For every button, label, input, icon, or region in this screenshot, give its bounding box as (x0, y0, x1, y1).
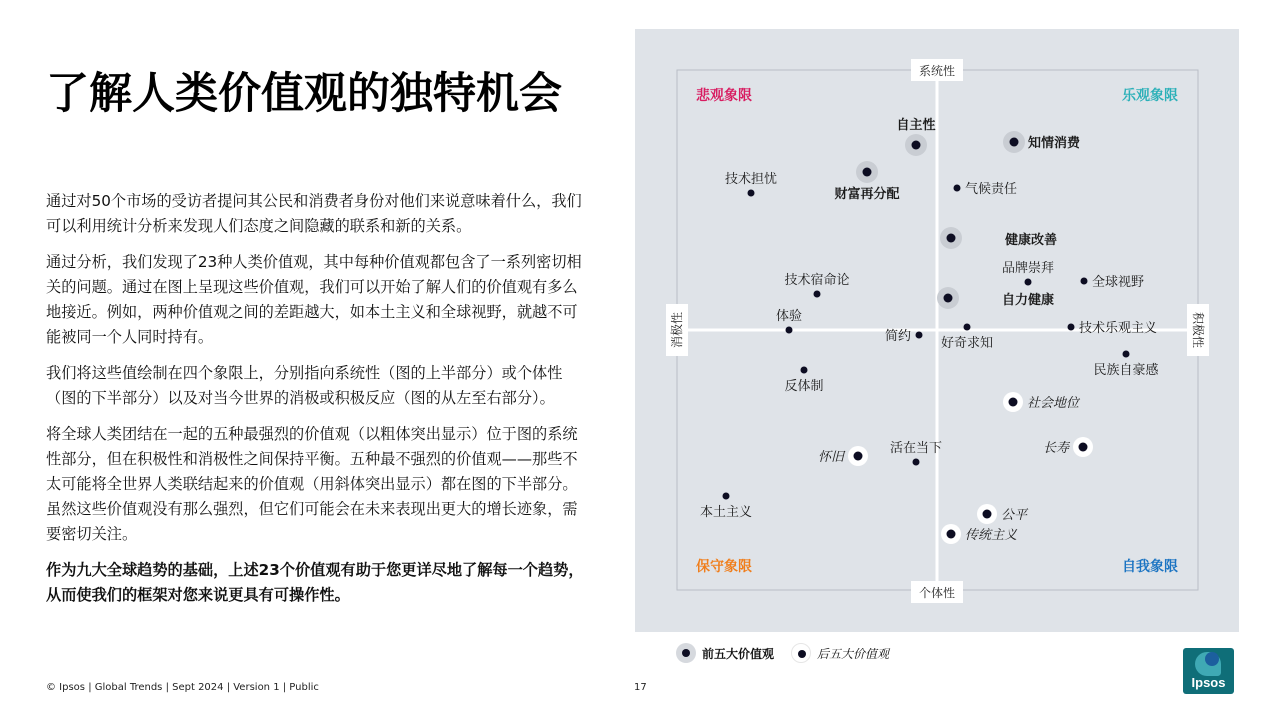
value-label: 好奇求知 (940, 336, 994, 351)
value-label: 品牌崇拜 (1001, 261, 1055, 276)
value-dot (1068, 324, 1075, 331)
value-dot (964, 324, 971, 331)
value-label: 公平 (1001, 508, 1028, 523)
value-point-22 (700, 493, 752, 521)
value-point-4 (937, 287, 1054, 309)
value-point-3 (940, 227, 1057, 249)
value-label: 怀旧 (817, 450, 844, 465)
value-label: 健康改善 (1005, 233, 1058, 248)
value-label: 社会地位 (1027, 396, 1080, 411)
value-label: 自主性 (896, 118, 936, 133)
value-dot (863, 168, 872, 177)
footer: © Ipsos | Global Trends | Sept 2024 | Version 1 | Public (46, 682, 319, 693)
value-point-11 (954, 181, 1018, 197)
value-label: 民族自豪感 (1093, 363, 1159, 378)
value-dot (786, 327, 793, 334)
value-label: 活在当下 (889, 441, 943, 456)
value-dot (947, 530, 956, 539)
value-label: 反体制 (784, 379, 824, 394)
value-dot (913, 459, 920, 466)
value-dot (1025, 279, 1032, 286)
value-point-17 (941, 324, 993, 352)
value-dot (983, 510, 992, 519)
legend-item-bottom (791, 643, 889, 663)
value-point-8 (977, 504, 1029, 524)
body-text (46, 189, 584, 619)
value-point-0 (896, 117, 935, 156)
value-point-5 (1003, 392, 1081, 412)
legend-bottom-marker-icon (791, 643, 811, 663)
value-point-21 (890, 440, 942, 466)
logo-text: Ipsos (1191, 675, 1226, 690)
value-dot (954, 185, 961, 192)
value-dot (748, 190, 755, 197)
value-point-2 (834, 161, 899, 202)
value-label: 长寿 (1042, 441, 1069, 456)
value-dot (916, 332, 923, 339)
value-dot (1010, 138, 1019, 147)
ipsos-logo (1183, 648, 1234, 694)
quadrant-label-optimistic: 乐观象限 (1122, 88, 1178, 104)
axis-label-top: 系统性 (918, 64, 956, 78)
quadrant-label-self: 自我象限 (1122, 559, 1178, 575)
value-dot (801, 367, 808, 374)
legend-item-top (676, 643, 774, 663)
value-point-20 (784, 367, 823, 395)
value-label: 技术担忧 (724, 172, 778, 187)
value-label: 传统主义 (965, 528, 1018, 543)
quadrant-label-pessimistic: 悲观象限 (696, 88, 752, 104)
value-point-6 (1043, 437, 1093, 457)
logo-circle-icon (1205, 652, 1219, 666)
value-point-14 (784, 272, 849, 298)
value-label: 自力健康 (1002, 293, 1055, 308)
value-dot (723, 493, 730, 500)
paragraph-4: 将全球人类团结在一起的五种最强烈的价值观（以粗体突出显示）位于图的系统性部分，但在积极性和消极性之间保持平衡。五种最不强烈的价值观——那些不太可能将全世界人类联结起来的价值观（用斜体突出显示）都在图的下半部分。虽然这些价值观没有那么强烈，但它们可能会在未来表现出更大的增长迹象，需要密切关注。 (46, 425, 578, 543)
value-dot (1123, 351, 1130, 358)
page-number: 17 (634, 682, 647, 693)
values-map (635, 29, 1239, 632)
paragraph-2: 通过分析，我们发现了23种人类价值观，其中每种价值观都包含了一系列密切相关的问题。通过在图上呈现这些价值观，我们可以开始了解人们的价值观有多么地接近。例如，两种价值观之间的差距越大，如本土主义和全球视野，就越不可能被同一个人同时持有。 (46, 253, 582, 346)
value-point-19 (1093, 351, 1158, 379)
axis-label-bottom: 个体性 (918, 586, 956, 600)
axis-label-right: 积极性 (1191, 311, 1205, 349)
paragraph-1: 通过对50个市场的受访者提问其公民和消费者身份对他们来说意味着什么，我们可以利用统计分析来发现人们态度之间隐藏的联系和新的关系。 (46, 192, 582, 235)
legend-top-label: 前五大价值观 (702, 646, 775, 661)
value-dot (1009, 398, 1018, 407)
value-dot (912, 141, 921, 150)
legend-bottom-label: 后五大价值观 (817, 646, 890, 661)
value-label: 简约 (884, 329, 911, 344)
value-point-12 (1002, 260, 1054, 286)
values-map-panel (635, 29, 1239, 632)
value-dot (814, 291, 821, 298)
value-point-10 (725, 171, 777, 197)
value-label: 财富再分配 (834, 187, 900, 202)
value-dot (1081, 278, 1088, 285)
value-label: 知情消费 (1028, 136, 1081, 151)
value-point-9 (941, 524, 1018, 544)
value-label: 技术乐观主义 (1079, 321, 1158, 336)
value-point-7 (818, 446, 868, 466)
value-label: 气候责任 (965, 182, 1018, 197)
value-dot (854, 452, 863, 461)
page-title: 了解人类价值观的独特机会 (46, 69, 562, 119)
value-dot (1079, 443, 1088, 452)
value-label: 体验 (775, 309, 803, 324)
value-dot (947, 234, 956, 243)
value-dot (944, 294, 953, 303)
value-point-18 (1068, 320, 1158, 336)
legend-top-marker-icon (676, 643, 696, 663)
quadrant-label-conservative: 保守象限 (696, 559, 752, 575)
value-label: 本土主义 (699, 505, 753, 520)
value-label: 技术宿命论 (784, 273, 850, 288)
value-point-1 (1003, 131, 1081, 153)
value-point-13 (1081, 274, 1145, 290)
paragraph-3: 我们将这些值绘制在四个象限上，分别指向系统性（图的上半部分）或个体性（图的下半部分）以及对当今世界的消极或积极反应（图的从左至右部分）。 (46, 364, 563, 407)
paragraph-5-bold: 作为九大全球趋势的基础，上述23个价值观有助于您更详尽地了解每一个趋势，从而使我们的框架对您来说更具有可操作性。 (46, 561, 584, 604)
value-label: 全球视野 (1092, 275, 1145, 290)
axis-label-left: 消极性 (670, 311, 684, 349)
